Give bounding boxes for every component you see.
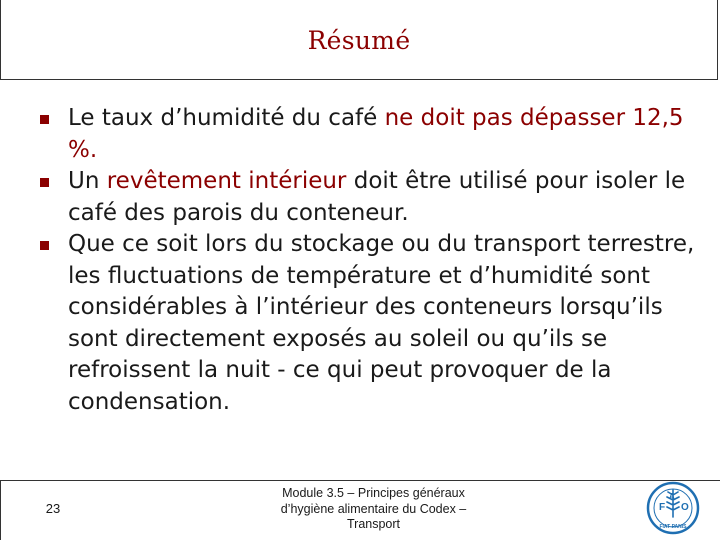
- module-line: Module 3.5 – Principes généraux: [282, 486, 465, 500]
- square-bullet-icon: [40, 241, 49, 250]
- bullet-segment: Un: [68, 168, 107, 194]
- logo-letter-a: A: [669, 492, 675, 501]
- bullet-list: [40, 103, 700, 418]
- module-caption: [256, 486, 491, 533]
- bullet-segment: Le taux d’humidité du café: [68, 105, 385, 131]
- logo-letter-o: O: [681, 502, 689, 513]
- logo-letter-f: F: [659, 502, 666, 513]
- bullet-text: [68, 231, 694, 415]
- slide-footer: [0, 480, 720, 540]
- bullet-highlight: ne doit pas dépasser 12,5 %.: [68, 105, 684, 163]
- bullet-text: [68, 105, 684, 163]
- logo-motto: FIAT PANIS: [659, 524, 687, 530]
- bullet-segment: doit être utilisé pour isoler le café des parois du conteneur.: [68, 168, 686, 226]
- title-bar: [0, 0, 718, 80]
- module-line: Transport: [346, 517, 401, 531]
- square-bullet-icon: [40, 178, 49, 187]
- bullet-item: [40, 166, 700, 229]
- bullet-segment: Que ce soit lors du stockage ou du transport terrestre, les fluctuations de température et d’humidité sont considérables à l’intérieur des conteneurs lorsqu’ils sont directement exposés au soleil ou qu’ils se refroissent la nuit - ce qui peut provoquer de la condensation.: [68, 231, 695, 415]
- square-bullet-icon: [40, 115, 49, 124]
- bullet-text: [68, 168, 685, 226]
- slide-title: Résumé: [307, 26, 411, 55]
- bullet-highlight: revêtement intérieur: [106, 168, 347, 194]
- module-line: d’hygiène alimentaire du Codex –: [280, 501, 467, 516]
- page-number: 23: [45, 501, 61, 516]
- bullet-item: [40, 103, 700, 166]
- bullet-item: [40, 229, 700, 418]
- fao-logo-icon: [646, 481, 700, 535]
